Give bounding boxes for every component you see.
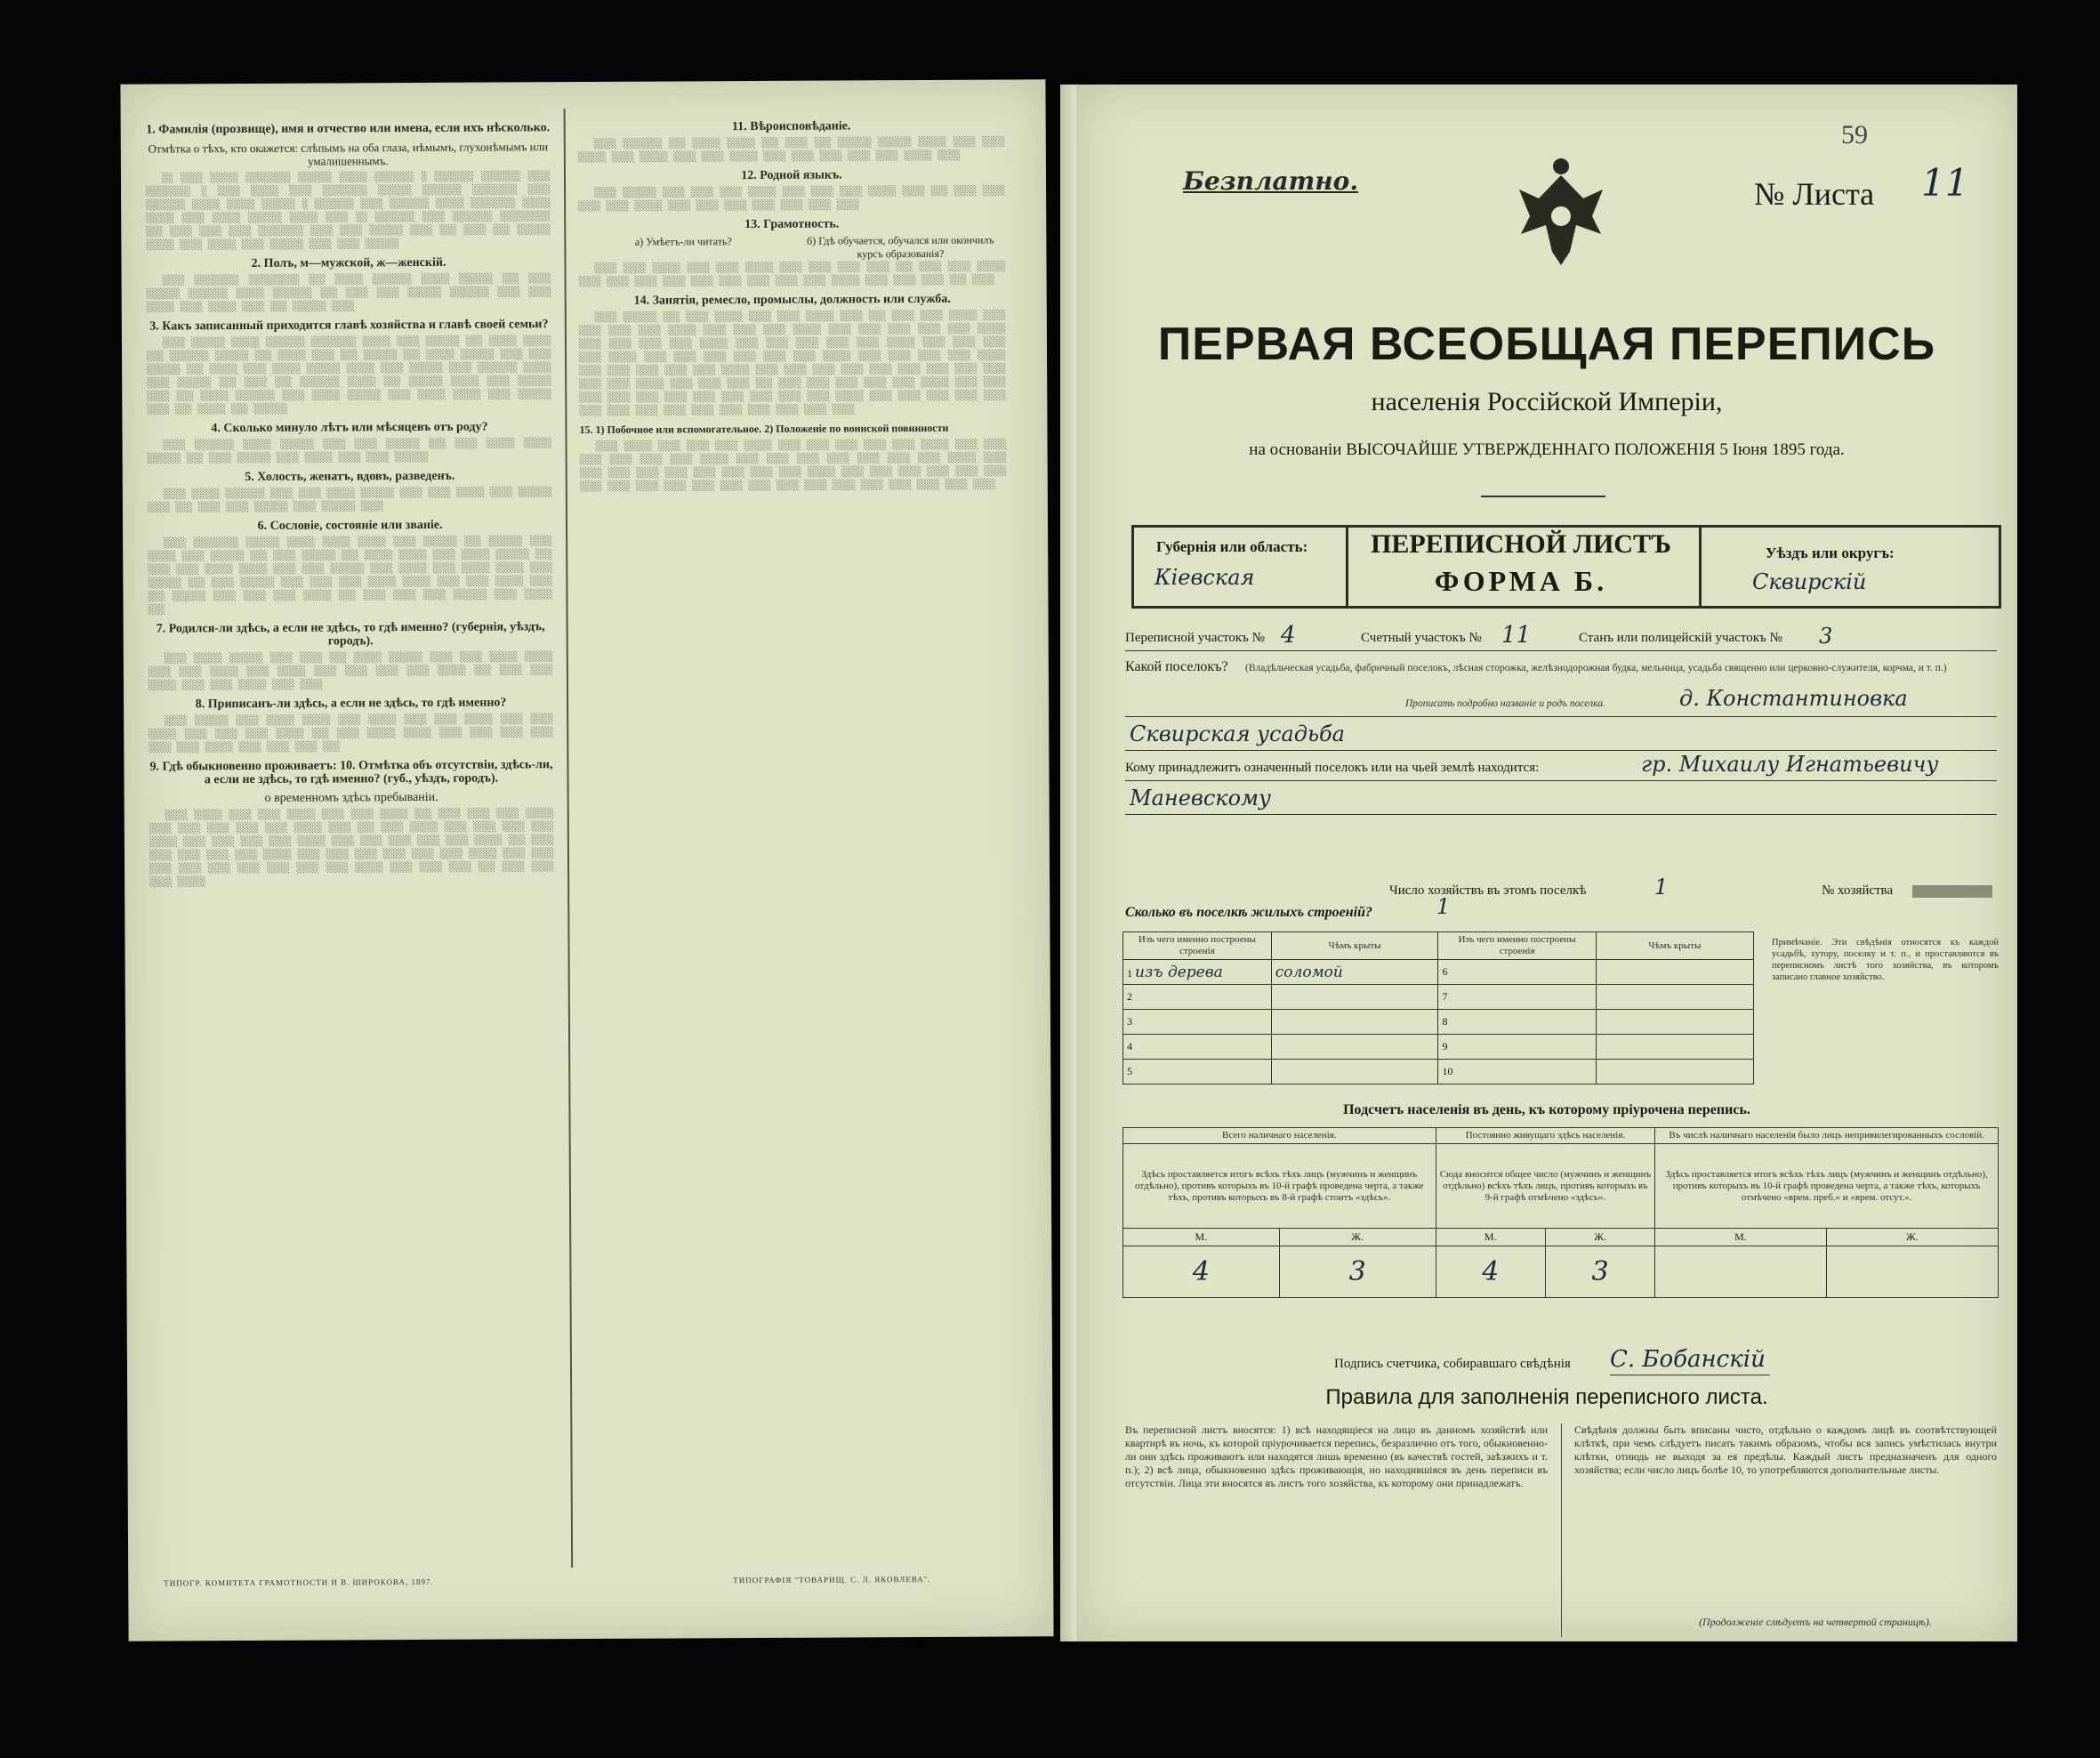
form-subtitle: ФОРМА Б. [1434, 565, 1608, 597]
section-13b-heading: б) Гдѣ обучается, обучался или окончилъ курсъ образованія? [807, 233, 994, 261]
body-text: ░░░░ ░░░░░░ ░░░░ ░░░░░ ░░░░░ ░░░░ ░░░░░ ░░░░ ░░░░ ░░░░░ ░░░░ ░░░░ ░░░░░ ░░░░ ░░░░ ░░░░ ░░░░░ ░░░ ░░░░ ░░░░░ ░░░░░ ░░░░ ░░░░ ░░░░ ░░░░ ░░░░ ░░░░ ░░░░░ ░░░░ ░░░░ ░░░░ ░░░ [149, 714, 554, 754]
owner-label: Кому принадлежитъ означенный поселокъ или на чьей землѣ находится: [1125, 761, 1540, 775]
section-1-heading: 1. Фамилія (прозвище), имя и отчество или имена, если ихъ нѣсколько. [146, 121, 551, 137]
bld-head: Изъ чего именно построены строенія [1123, 932, 1272, 960]
count-sex-head: Ж. [1545, 1229, 1654, 1246]
form-rule [1125, 780, 1997, 781]
perepisnoi-uchastok-value: 4 [1281, 622, 1296, 649]
count-desc: Здѣсь проставляется итогъ всѣхъ тѣхъ лицъ (мужчинъ и женщинъ отдѣльно), противъ которыхъ въ 10-й графѣ проведена черта, а также тѣхъ, противъ которыхъ въ 8-й графѣ стоитъ «здѣсь». [1123, 1144, 1436, 1229]
body-text: ░░░░ ░░░░░░ ░░░░ ░░░░ ░░░░ ░░░░░ ░░░░ ░░░░ ░░░░ ░░░░░ ░░░░ ░░░ ░░░░ ░░░░ ░░░░ ░░░░ ░░░░░ ░░░░ ░░░░ ░░░░ ░░░░ ░░░░ ░░░░ ░░░░ [578, 185, 1006, 213]
bld-row-number: 2 [1123, 985, 1272, 1010]
count-head: Въ числѣ наличнаго населенія было лицъ непривилегированныхъ сословій. [1655, 1128, 1999, 1144]
buildings-value: 1 [1436, 894, 1451, 919]
section-1-note: Отмѣтка о тѣхъ, кто окажется: слѣпымъ на оба глаза, нѣмымъ, глухонѣмымъ или умалишеннымъ. [148, 140, 549, 168]
body-text: ░░░░ ░░░░░░░░ ░░░░░░ ░░░░░ ░░░░░ ░░░░░ ░░░░ ░░░░░░ ░░░ ░░░░░░ ░░░░ ░░░░░ ░░░░ ░░░░░░ ░░░ ░░░░ ░░░░░░ ░░░ ░░░░░ ░░░░░ ░░░░ ░░░░░ ░░░░░░ ░░░ ░░░░ ░░░░ ░░░░░ ░░░░░ ░░░░ ░░░░ ░░░░░░ ░░░░ ░░░░░ ░░░░ ░░░░░ ░░░░░ ░░░░ ░░░░░░ ░░░ ░░░░ ░░░░░░ ░░░░ ░░░░ ░░░░ ░░░░░ ░░░░░ ░░░░ ░░░░ ░░░░░ ░░░░ ░░░ ░░░░░░ ░░░░ ░░░░ ░░░░ ░░░░░ ░░░ ░░░░ ░░░░ ░░░░ ░░░░░░ ░░░░ ░░░░░ ░░░ [148, 536, 553, 616]
rules-continued: (Продолженіе слѣдуетъ на четвертой страницѣ). [1699, 1616, 1932, 1628]
signature-label: Подпись счетчика, собиравшаго свѣдѣнія [1334, 1357, 1571, 1371]
free-label: Безплатно. [1183, 166, 1359, 196]
section-6-heading: 6. Сословіе, состояніе или званіе. [257, 518, 443, 533]
bld-row-number: 1 [1127, 966, 1132, 980]
left-footer-right: ТИПОГРАФІЯ "ТОВАРИЩ. С. Л. ЯКОВЛЕВА". [733, 1574, 931, 1585]
poselok-value-2: Сквирская усадьба [1130, 722, 1345, 746]
total-male-value: 4 [1123, 1246, 1280, 1298]
section-7-heading: 7. Родился-ли здѣсь, а если не здѣсь, то гдѣ именно? (губернія, уѣздъ, городъ). [156, 620, 545, 649]
left-footer-left: ТИПОГР. КОМИТЕТА ГРАМОТНОСТИ И В. ШИРОКОВА, 1897. [164, 1577, 434, 1588]
bld-cell [1596, 1035, 1753, 1060]
bld-row-number: 9 [1438, 1035, 1596, 1060]
left-page [120, 79, 1053, 1641]
left-column-2 [578, 114, 1012, 1557]
bld-cell [1271, 1035, 1438, 1060]
count-head: Всего наличнаго населенія. [1123, 1128, 1436, 1144]
total-female-value: 3 [1279, 1246, 1436, 1298]
section-3-heading: 3. Какъ записанный приходится главѣ хозяйства и главѣ своей семьи? [149, 318, 549, 334]
perepisnoi-uchastok-label: Переписной участокъ № [1125, 631, 1265, 645]
body-text: ░░░░ ░░░░░░░░ ░░░░░░░░░ ░░░ ░░░░░ ░░░░░░░ ░░░░░ ░░░░░░ ░░░ ░░░░ ░░░░░░ ░░░░░░░ ░░░░░ ░░░░░░░ ░░░ ░░░░ ░░░░ ░░░░░░ ░░░░░░░ ░░░░ ░░░░ ░░░░░ ░░░░ ░░░░░ ░░░░ ░░░ ░░░░░░ ░░░░ [146, 273, 551, 313]
body-text: ░░░░ ░░░░ ░░░░░ ░░░░ ░░░░ ░░░░░ ░░░░ ░░░░ ░░░░ ░░░░ ░░░ ░░░░ ░░░░ ░░░░░ ░░░░ ░░░░ ░░░░ ░░░░ ░░░░ ░░░░ ░░░░ ░░░░ ░░░░ ░░░░░ ░░░░ ░░░░ ░░░░ ░░░ ░░░░ [578, 261, 1006, 288]
bld-material-value: изъ дерева [1135, 963, 1223, 981]
count-sex-head: М. [1436, 1229, 1545, 1246]
form-rule [1125, 650, 1997, 651]
bld-row-number: 4 [1123, 1035, 1272, 1060]
section-8-heading: 8. Приписанъ-ли здѣсь, а если не здѣсь, то гдѣ именно? [195, 696, 507, 712]
bld-roof-value: соломой [1271, 960, 1438, 985]
rules-column-1: Въ переписной листъ вносятся: 1) всѣ находящіеся на лицо въ данномъ хозяйствѣ или квартирѣ въ ночь, къ которой пріурочивается перепись, безразлично отъ того, обыкновенно-ли они здѣсь проживаютъ или находятся лишь временно (въ качествѣ гостей, заѣзжихъ и т. п.); 2) всѣ лица, обыкновенно здѣсь проживающія, но находившіяся въ день переписи въ отсутствіи. Лица эти вносятся въ листъ того хозяйства, къ которому они принадлежатъ. [1125, 1423, 1548, 1489]
bld-row-number: 8 [1438, 1010, 1596, 1035]
bld-cell [1596, 1010, 1753, 1035]
count-desc: Сюда вносится общее число (мужчинъ и женщинъ отдѣльно) всѣхъ тѣхъ лицъ, противъ которыхъ въ 9-й графѣ отмѣчено «здѣсь». [1436, 1144, 1655, 1229]
bld-cell [1271, 1060, 1438, 1085]
section-2-heading: 2. Полъ, м—мужской, ж—женскій. [251, 255, 447, 270]
count-sex-head: Ж. [1279, 1229, 1436, 1246]
census-basis: на основаніи ВЫСОЧАЙШЕ УТВЕРЖДЕННАГО ПОЛОЖЕНІЯ 5 Іюня 1895 года. [1249, 440, 1845, 459]
body-text: ░░░░ ░░░░░ ░░░░░░░ ░░░░ ░░░░ ░░░░░ ░░░░░░ ░░░░ ░░░░ ░░░░░ ░░░░ ░░░░░░ ░░░░ ░░░ ░░░░ ░░░░ ░░░░░░ ░░░░ ░░░░░░ ░░░░ [147, 487, 552, 513]
imperial-eagle-emblem [1512, 154, 1610, 270]
resident-male-value: 4 [1436, 1246, 1545, 1298]
body-text: ░░░░ ░░░░░ ░░░░░░ ░░░░ ░░░░ ░░░ ░░░░░ ░░░░░░ ░░░░ ░░░░ ░░░░░ ░░░░░ ░░░░ ░░░░ ░░░░░ ░░░░ ░░░░░ ░░░░ ░░░░ ░░░░ ░░░░ ░░░░░ ░░░ ░░░░ ░░░░ ░░░░░ ░░░░ ░░░░ ░░░░░ ░░░░ ░░░░ [148, 651, 553, 691]
left-column-1 [146, 116, 558, 1559]
form-title: ПЕРЕПИСНОЙ ЛИСТЪ [1371, 529, 1671, 559]
section-14-heading: 14. Занятія, ремесло, промыслы, должность или служба. [633, 292, 951, 308]
bld-head: Чѣмъ крыты [1271, 932, 1438, 960]
bld-cell [1596, 1060, 1753, 1085]
sheet-number-value: 11 [1921, 161, 1969, 205]
section-9-heading: 9. Гдѣ обыкновенно проживаетъ: 10. Отмѣтка объ отсутствіи, здѣсь-ли, а если не здѣсь, то гдѣ именно? (губ., уѣздъ, городъ). [149, 758, 553, 787]
census-subtitle: населенія Россійской Имперіи, [1371, 387, 1723, 416]
uezd-value: Сквирскій [1752, 569, 1867, 594]
schetny-uchastok-label: Счетный участокъ № [1361, 631, 1482, 645]
body-text: ░░░░ ░░░░░░ ░░░ ░░░░ ░░░░░ ░░░░ ░░░░ ░░░░░ ░░░░ ░░░ ░░░░ ░░░░ ░░░░░ ░░░░ ░░░░ ░░░░ ░░░░ ░░░░░ ░░░░ ░░░░ ░░░░ ░░░░░ ░░░░ ░░░░ ░░░░ ░░░░ ░░░░ ░░░░░ ░░░░ ░░░░ ░░░░ ░░░░ ░░░░░ ░░░░ ░░░░ ░░░░ ░░░░ ░░░░ ░░░░░ ░░░░ ░░░░ ░░░░ ░░░░ ░░░░░ ░░░░ ░░░░ ░░░░ ░░░░ ░░░░ ░░░░ ░░░░░ ░░░░ ░░░░ ░░░░ ░░░░ ░░░░░ ░░░░ ░░░░ ░░░░ ░░░░ ░░░░ ░░░░░ ░░░░ ░░░░ ░░░░ ░░░░ ░░░░ ░░░░ ░░░░ ░░░░ ░░░░ ░░░░ ░░░░ ░░░░░ ░░░░ ░░░░ ░░░░ ░░░ ░░░░ ░░░░ ░░░░ ░░░░ ░░░░ ░░░░░ ░░░░ ░░░░ ░░░░ ░░░░ ░░░░ ░░░░ ░░░░ ░░░░ ░░░░ ░░░░ ░░░░ ░░░░░ ░░░░ ░░░░ ░░░░ ░░░░ ░░░░ ░░░░ ░░░░ ░░░░ ░░░░ ░░░░ ░░░░ ░░░░ ░░░░ ░░░░ ░░░░ [578, 310, 1007, 417]
bld-row-number: 10 [1438, 1060, 1596, 1085]
households-label: Число хозяйствъ въ этомъ поселкѣ [1389, 883, 1587, 898]
rules-title: Правила для заполненія переписного листа. [1325, 1385, 1768, 1409]
section-12-heading: 12. Родной языкъ. [741, 168, 842, 183]
bld-row-number: 7 [1438, 985, 1596, 1010]
count-sex-head: Ж. [1826, 1229, 1998, 1246]
poselok-value-1: д. Константиновка [1679, 686, 1908, 711]
section-13-heading: 13. Грамотность. [744, 217, 840, 232]
section-10-heading: о временномъ здѣсь пребываніи. [264, 790, 439, 805]
sheet-number-label: № Листа [1754, 176, 1875, 212]
bld-row-number: 3 [1123, 1010, 1272, 1035]
count-title: Подсчетъ населенія въ день, къ которому пріурочена перепись. [1343, 1102, 1750, 1117]
count-sex-head: М. [1123, 1229, 1280, 1246]
bld-cell [1123, 960, 1272, 985]
page-number: 59 [1841, 120, 1868, 149]
form-rule [1125, 750, 1997, 751]
household-number-redacted [1912, 885, 1992, 898]
owner-value-1: гр. Михаилу Игнатьевичу [1641, 752, 1939, 777]
bld-cell [1596, 985, 1753, 1010]
buildings-label: Сколько въ поселкѣ жилыхъ строеній? [1125, 905, 1372, 920]
schetny-uchastok-value: 11 [1501, 622, 1532, 649]
count-head: Постоянно живущаго здѣсь населенія. [1436, 1128, 1655, 1144]
bld-cell [1596, 960, 1753, 985]
section-11-heading: 11. Вѣроисповѣданіе. [731, 119, 851, 134]
column-divider [564, 109, 574, 1568]
bld-row-number: 6 [1438, 960, 1596, 985]
bld-head: Чѣмъ крыты [1596, 932, 1753, 960]
section-5-heading: 5. Холость, женатъ, вдовъ, разведенъ. [245, 469, 455, 485]
body-text: ░░░░ ░░░░░░░ ░░░░░ ░░░░░░ ░░░░ ░░░░ ░░░░░░ ░░░ ░░░░ ░░░░░ ░░░░░ ░░░░░░ ░░░ ░░░░ ░░░░░░ ░░░░ ░░░░░ ░░░░ ░░░░ ░░░░░░ [147, 438, 552, 464]
count-desc: Здѣсь проставляется итогъ всѣхъ тѣхъ лицъ (мужчинъ и женщинъ отдѣльно), противъ которыхъ въ 10-й графѣ проведена черта, а также тѣхъ, которыхъ отмѣчено «врем. преб.» и «врем. отсут.». [1655, 1144, 1999, 1229]
population-count-table [1122, 1127, 1999, 1298]
rules-column-2: Свѣдѣнія должны быть вписаны чисто, отдѣльно о каждомъ лицѣ въ соотвѣтствующей клѣткѣ, при чемъ слѣдуетъ писать такимъ образомъ, чтобы вся запись умѣстилась внутри клѣтки, отнюдь не выходя за ея предѣлы. Каждый листъ предназначенъ для одного хозяйства; если число лицъ болѣе 10, то употребляются дополнительные листы. [1574, 1423, 1997, 1476]
buildings-note: Примѣчаніе. Эти свѣдѣнія относятся къ каждой усадьбѣ, хутору, поселку и т. п., и проставляются въ переписномъ листѣ того хозяйства, въ которомъ записано главное хозяйство. [1772, 938, 1999, 982]
poselok-label: Какой поселокъ? [1125, 659, 1228, 674]
nonpriv-male-value [1655, 1246, 1826, 1298]
household-number-label: № хозяйства [1822, 883, 1894, 898]
section-15-heading: 15. 1) Побочное или вспомогательное. 2) Положеніе по воинской повинности [579, 421, 949, 437]
nonpriv-female-value [1826, 1246, 1998, 1298]
count-sex-head: М. [1655, 1229, 1826, 1246]
guberniya-value: Кіевская [1155, 565, 1255, 590]
section-13a-heading: а) Умѣетъ-ли читать? [634, 235, 732, 248]
body-text: ░░░░ ░░░░░░░ ░░░ ░░░░░ ░░░░░ ░░░ ░░░░ ░░░ ░░░░░░ ░░░░░░ ░░░░░ ░░░░ ░░░░ ░░░░░ ░░░░ ░░░░░ ░░░░ ░░░░ ░░░░░ ░░░░ ░░░░ ░░░░ ░░░░ ░░░░ ░░░░░ ░░░░ [577, 136, 1005, 164]
households-value: 1 [1654, 875, 1669, 899]
guberniya-label: Губернія или область: [1156, 538, 1308, 555]
title-divider [1481, 496, 1605, 497]
census-title: ПЕРВАЯ ВСЕОБЩАЯ ПЕРЕПИСЬ [1157, 319, 1936, 370]
stan-label: Станъ или полицейскій участокъ № [1579, 631, 1782, 645]
bld-head: Изъ чего именно построены строенія [1438, 932, 1596, 960]
bld-cell [1271, 985, 1438, 1010]
bld-row-number: 5 [1123, 1060, 1272, 1085]
body-text: ░░ ░░░░ ░░░░░ ░░░░░░░░ ░░░░░░ ░░░░░ ░░░░░░░ ░ ░░░░░░░ ░░░░░░░ ░░░░ ░░░░░░░░ ░ ░░░░ ░░░░░ ░░░░ ░░░░░░░░ ░░░░░░ ░░░░░░░ ░░░░░░░░ ░░░░ ░░░░░░░ ░░░░░ ░░░░░ ░░░░░░ ░ ░░░░░░░ ░░░░ ░░░░░░░ ░░░░░ ░░░░░░░░ ░░░░░ ░░░░░ ░░░░ ░░░░░ ░░░░░░ ░░░░░ ░░░░ ░░ ░░░░░░░ ░░░░ ░░░░░░░ ░░░░░░░░░ ░░░ ░░░░ ░░░░ ░░░░ ░░░░░░░░ ░░░░ ░░░░ ░░░░░░ ░░░░ ░░░ ░░░░ ░░░ ░░░░░░ ░░░░░ ░░░░ ░░░░░ ░░░░ ░░░░░░ ░░░░ ░░░░ ░░░░░░ [146, 171, 551, 251]
body-text: ░░░░ ░░░░░ ░░░░ ░░░░ ░░░░░ ░░░░ ░░░░ ░░░░░ ░░░ ░░░░ ░░░░ ░░░░ ░░░░░ ░░░░ ░░░░ ░░░░ ░░░░ ░░░░ ░░░░░ ░░░░ ░░░ ░░░░ ░░░░░ ░░░░ ░░░░ ░░░░ ░░░░ ░░░░░ ░░░░ ░░░░ ░░░░ ░░░░ ░░░░░ ░░░░ ░░░░ ░░░░ ░░░░ ░░░░ ░░░░░ ░░░ ░░░░ ░░░░ ░░░░ ░░░░ ░░░░ ░░░░░ ░░░░ ░░░░ ░░░░ ░░░░ ░░░░ ░░░░ ░░░░░ ░░░░ ░░░░ ░░░░ ░░░░ ░░░░ ░░░░ ░░░░ ░░░░ ░░░░ ░░░░░ ░░░░ ░░░░ ░░░░ ░░░ ░░░░ ░░░░ ░░░░ ░░░░░ [149, 808, 555, 888]
stan-value: 3 [1819, 624, 1833, 649]
body-text: ░░░░ ░░░░░░ ░░░░░ ░░░░░░░ ░░░░░░░░ ░░░░░ ░░░░ ░░░░░░ ░░░ ░░░░░ ░░░░░ ░░░ ░░░░░░░ ░░░░░░ ░░░ ░░░░░ ░░░░ ░░░ ░░░░░░ ░░░ ░░░░░ ░░░░░░ ░░░░ ░░░░ ░░░░░░ ░░░ ░░░░░ ░░░░ ░░░░░ ░░░░░░ ░░░░░ ░░░░ ░░░░░░ ░░░░ ░░░░░░░ ░░░░░ ░░░░ ░░░░░░ ░░░ ░░░░ ░░░ ░░░░░░░ ░░░░░ ░░░ ░░░░░░ ░░░░░ ░░░░ ░░░░░░ ░░░░ ░░░ ░░░░░ ░░░░░░░ ░░░░ ░░░░░ ░░░░░░ ░░░░ ░░░░░ ░░░░░ ░░░░ ░░░░░░ ░░░░ ░░░ ░░░░░ ░░░ ░░░░░░ [146, 335, 552, 415]
form-rule [1125, 814, 1997, 815]
uezd-label: Уѣздъ или округъ: [1766, 544, 1895, 561]
section-4-heading: 4. Сколько минуло лѣтъ или мѣсяцевъ отъ роду? [211, 420, 488, 436]
signature-value: С. Бобанскій [1610, 1346, 1766, 1373]
body-text: ░░░░ ░░░░░ ░░░░ ░░░░ ░░░░ ░░░░░ ░░░░ ░░░░ ░░░░ ░░░░ ░░░░ ░░░░░ ░░░░ ░░░░ ░░░░ ░░░░ ░░░░ ░░░░ ░░░░░ ░░░░ ░░░░ ░░░░ ░░░░ ░░░░ ░░░░ ░░░░ ░░░░░ ░░░░ ░░░░ ░░░░ ░░░░ ░░░░ ░░░░ ░░░░ ░░░░ ░░░░ ░░░░░ ░░░░ ░░░░ ░░░░ ░░░░ ░░░░ ░░░░ ░░░░ ░░░░ ░░░░ ░░░░ ░░░░ ░░░░ ░░░░ ░░░░ ░░░░ ░░░░ ░░░░ ░░░░ ░░░░ ░░░░ ░░░░ [579, 439, 1007, 493]
owner-value-2: Маневскому [1130, 786, 1271, 810]
vsep [1699, 525, 1702, 609]
rules-divider [1561, 1423, 1562, 1637]
poselok-hint: (Владѣльческая усадьба, фабричный поселокъ, лѣсная сторожка, желѣзнодорожная будка, мельница, усадьба священно или церковно-служителя, корчма, и т. п.) [1245, 663, 1947, 673]
bld-cell [1271, 1010, 1438, 1035]
poselok-hint-2: Прописать подробно названіе и родъ поселка. [1405, 698, 1605, 709]
resident-female-value: 3 [1545, 1246, 1654, 1298]
buildings-table [1122, 931, 1754, 1085]
right-page [1076, 85, 2017, 1641]
form-rule [1125, 716, 1997, 717]
